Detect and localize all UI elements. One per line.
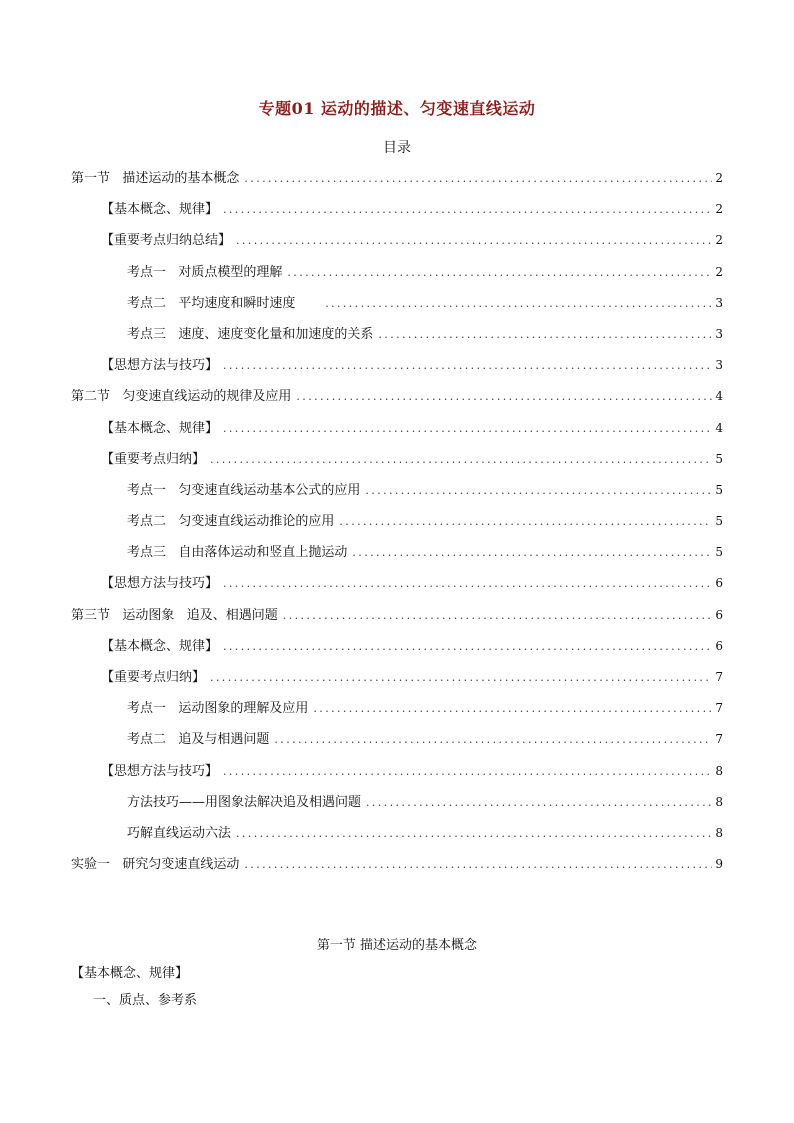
toc-page-number: 3 xyxy=(715,295,723,310)
toc-entry-text: 方法技巧——用图象法解决追及相遇问题 xyxy=(127,794,362,810)
toc-entry-text: 【重要考点归纳】 xyxy=(101,670,206,685)
toc-page-number: 9 xyxy=(715,857,723,872)
toc-leader-dots xyxy=(283,604,713,628)
toc-entry-text: 第一节 描述运动的基本概念 xyxy=(71,171,240,186)
toc-page-number: 6 xyxy=(715,607,723,622)
toc-page-number: 6 xyxy=(715,638,723,653)
toc-page-number: 5 xyxy=(715,545,723,560)
toc-leader-dots xyxy=(274,728,712,752)
toc-entry-text: 第三节 运动图象 追及、相遇问题 xyxy=(71,607,278,623)
toc-entry[interactable] xyxy=(71,821,723,852)
sub-heading: 【基本概念、规律】 xyxy=(71,966,189,981)
toc-leader-dots xyxy=(223,572,712,596)
toc-leader-dots xyxy=(223,760,712,784)
toc-page-number: 2 xyxy=(715,233,723,248)
toc-entry-text: 考点三 自由落体运动和竖直上抛运动 xyxy=(127,545,348,561)
toc-entry[interactable] xyxy=(71,447,723,478)
toc-leader-dots xyxy=(223,354,712,378)
toc-entry[interactable] xyxy=(71,727,723,758)
toc-entry[interactable] xyxy=(71,197,723,228)
toc-entry[interactable] xyxy=(71,291,723,322)
toc-entry-text: 【基本概念、规律】 xyxy=(101,638,219,654)
toc-leader-dots xyxy=(313,697,712,721)
toc-entry[interactable] xyxy=(71,416,723,447)
table-of-contents xyxy=(71,166,723,883)
toc-page-number: 2 xyxy=(715,264,723,279)
toc-entry-text: 考点一 运动图象的理解及应用 xyxy=(127,701,309,717)
toc-leader-dots xyxy=(339,510,712,534)
toc-entry[interactable] xyxy=(71,665,723,696)
toc-leader-dots xyxy=(210,666,712,690)
toc-entry[interactable] xyxy=(71,322,723,353)
toc-entry[interactable] xyxy=(71,790,723,821)
toc-page-number: 3 xyxy=(715,358,723,373)
toc-leader-dots xyxy=(296,385,712,409)
toc-entry-text: 考点三 速度、速度变化量和加速度的关系 xyxy=(127,326,374,342)
toc-leader-dots xyxy=(223,417,712,441)
toc-page-number: 7 xyxy=(715,732,723,747)
toc-page-number: 3 xyxy=(715,326,723,341)
toc-entry-text: 巧解直线运动六法 xyxy=(127,825,232,841)
toc-heading: 目录 xyxy=(383,140,411,156)
toc-entry[interactable] xyxy=(71,478,723,509)
toc-entry-text: 第二节 匀变速直线运动的规律及应用 xyxy=(71,389,292,405)
toc-page-number: 8 xyxy=(715,763,723,778)
toc-leader-dots xyxy=(244,853,712,877)
toc-entry-text: 考点二 匀变速直线运动推论的应用 xyxy=(127,514,335,530)
toc-leader-dots xyxy=(366,791,712,815)
toc-entry[interactable] xyxy=(71,634,723,665)
toc-entry-text: 【思想方法与技巧】 xyxy=(101,576,219,592)
toc-entry-text: 【思想方法与技巧】 xyxy=(101,358,219,374)
toc-entry-text: 考点一 匀变速直线运动基本公式的应用 xyxy=(127,482,361,498)
toc-leader-dots xyxy=(210,448,712,472)
toc-entry[interactable] xyxy=(71,166,723,197)
toc-leader-dots xyxy=(223,635,712,659)
toc-leader-dots xyxy=(365,479,712,503)
toc-page-number: 5 xyxy=(715,451,723,466)
toc-entry[interactable] xyxy=(71,509,723,540)
toc-entry[interactable] xyxy=(71,571,723,602)
toc-entry[interactable] xyxy=(71,353,723,384)
toc-leader-dots xyxy=(244,167,712,191)
toc-page-number: 4 xyxy=(715,389,723,404)
section-heading: 第一节 描述运动的基本概念 xyxy=(316,938,478,953)
toc-page-number: 6 xyxy=(715,576,723,591)
toc-page-number: 8 xyxy=(715,794,723,809)
document-title: 专题01 运动的描述、匀变速直线运动 xyxy=(258,99,536,118)
toc-entry-text: 【重要考点归纳】 xyxy=(101,451,206,467)
toc-page-number: 8 xyxy=(715,825,723,840)
toc-entry-text: 考点一 对质点模型的理解 xyxy=(127,264,283,280)
toc-page-number: 7 xyxy=(715,670,723,684)
toc-entry[interactable] xyxy=(71,759,723,790)
toc-entry[interactable] xyxy=(71,260,723,291)
toc-page-number: 5 xyxy=(715,514,723,529)
toc-entry[interactable] xyxy=(71,852,723,883)
toc-entry-text: 【基本概念、规律】 xyxy=(101,202,219,218)
toc-page-number: 2 xyxy=(715,171,723,185)
toc-entry-text: 实验一 研究匀变速直线运动 xyxy=(71,857,240,873)
toc-page-number: 7 xyxy=(715,701,723,716)
toc-page-number: 2 xyxy=(715,202,723,217)
toc-leader-dots xyxy=(352,541,712,565)
toc-entry-text: 【基本概念、规律】 xyxy=(101,420,219,436)
toc-entry[interactable] xyxy=(71,696,723,727)
toc-entry-text: 考点二 平均速度和瞬时速度 xyxy=(127,295,321,311)
toc-leader-dots xyxy=(223,198,712,222)
toc-entry[interactable] xyxy=(71,603,723,634)
toc-page-number: 4 xyxy=(715,420,723,435)
point-heading: 一、质点、参考系 xyxy=(93,993,198,1008)
toc-leader-dots xyxy=(378,323,712,347)
toc-entry-text: 【思想方法与技巧】 xyxy=(101,763,219,779)
toc-entry-text: 【重要考点归纳总结】 xyxy=(101,233,232,249)
toc-leader-dots xyxy=(325,292,712,316)
toc-entry-text: 考点二 追及与相遇问题 xyxy=(127,732,270,748)
toc-entry[interactable] xyxy=(71,384,723,415)
toc-leader-dots xyxy=(236,229,712,253)
toc-entry[interactable] xyxy=(71,540,723,571)
toc-leader-dots xyxy=(287,261,712,285)
toc-page-number: 5 xyxy=(715,482,723,497)
toc-entry[interactable] xyxy=(71,228,723,259)
toc-leader-dots xyxy=(236,822,712,846)
